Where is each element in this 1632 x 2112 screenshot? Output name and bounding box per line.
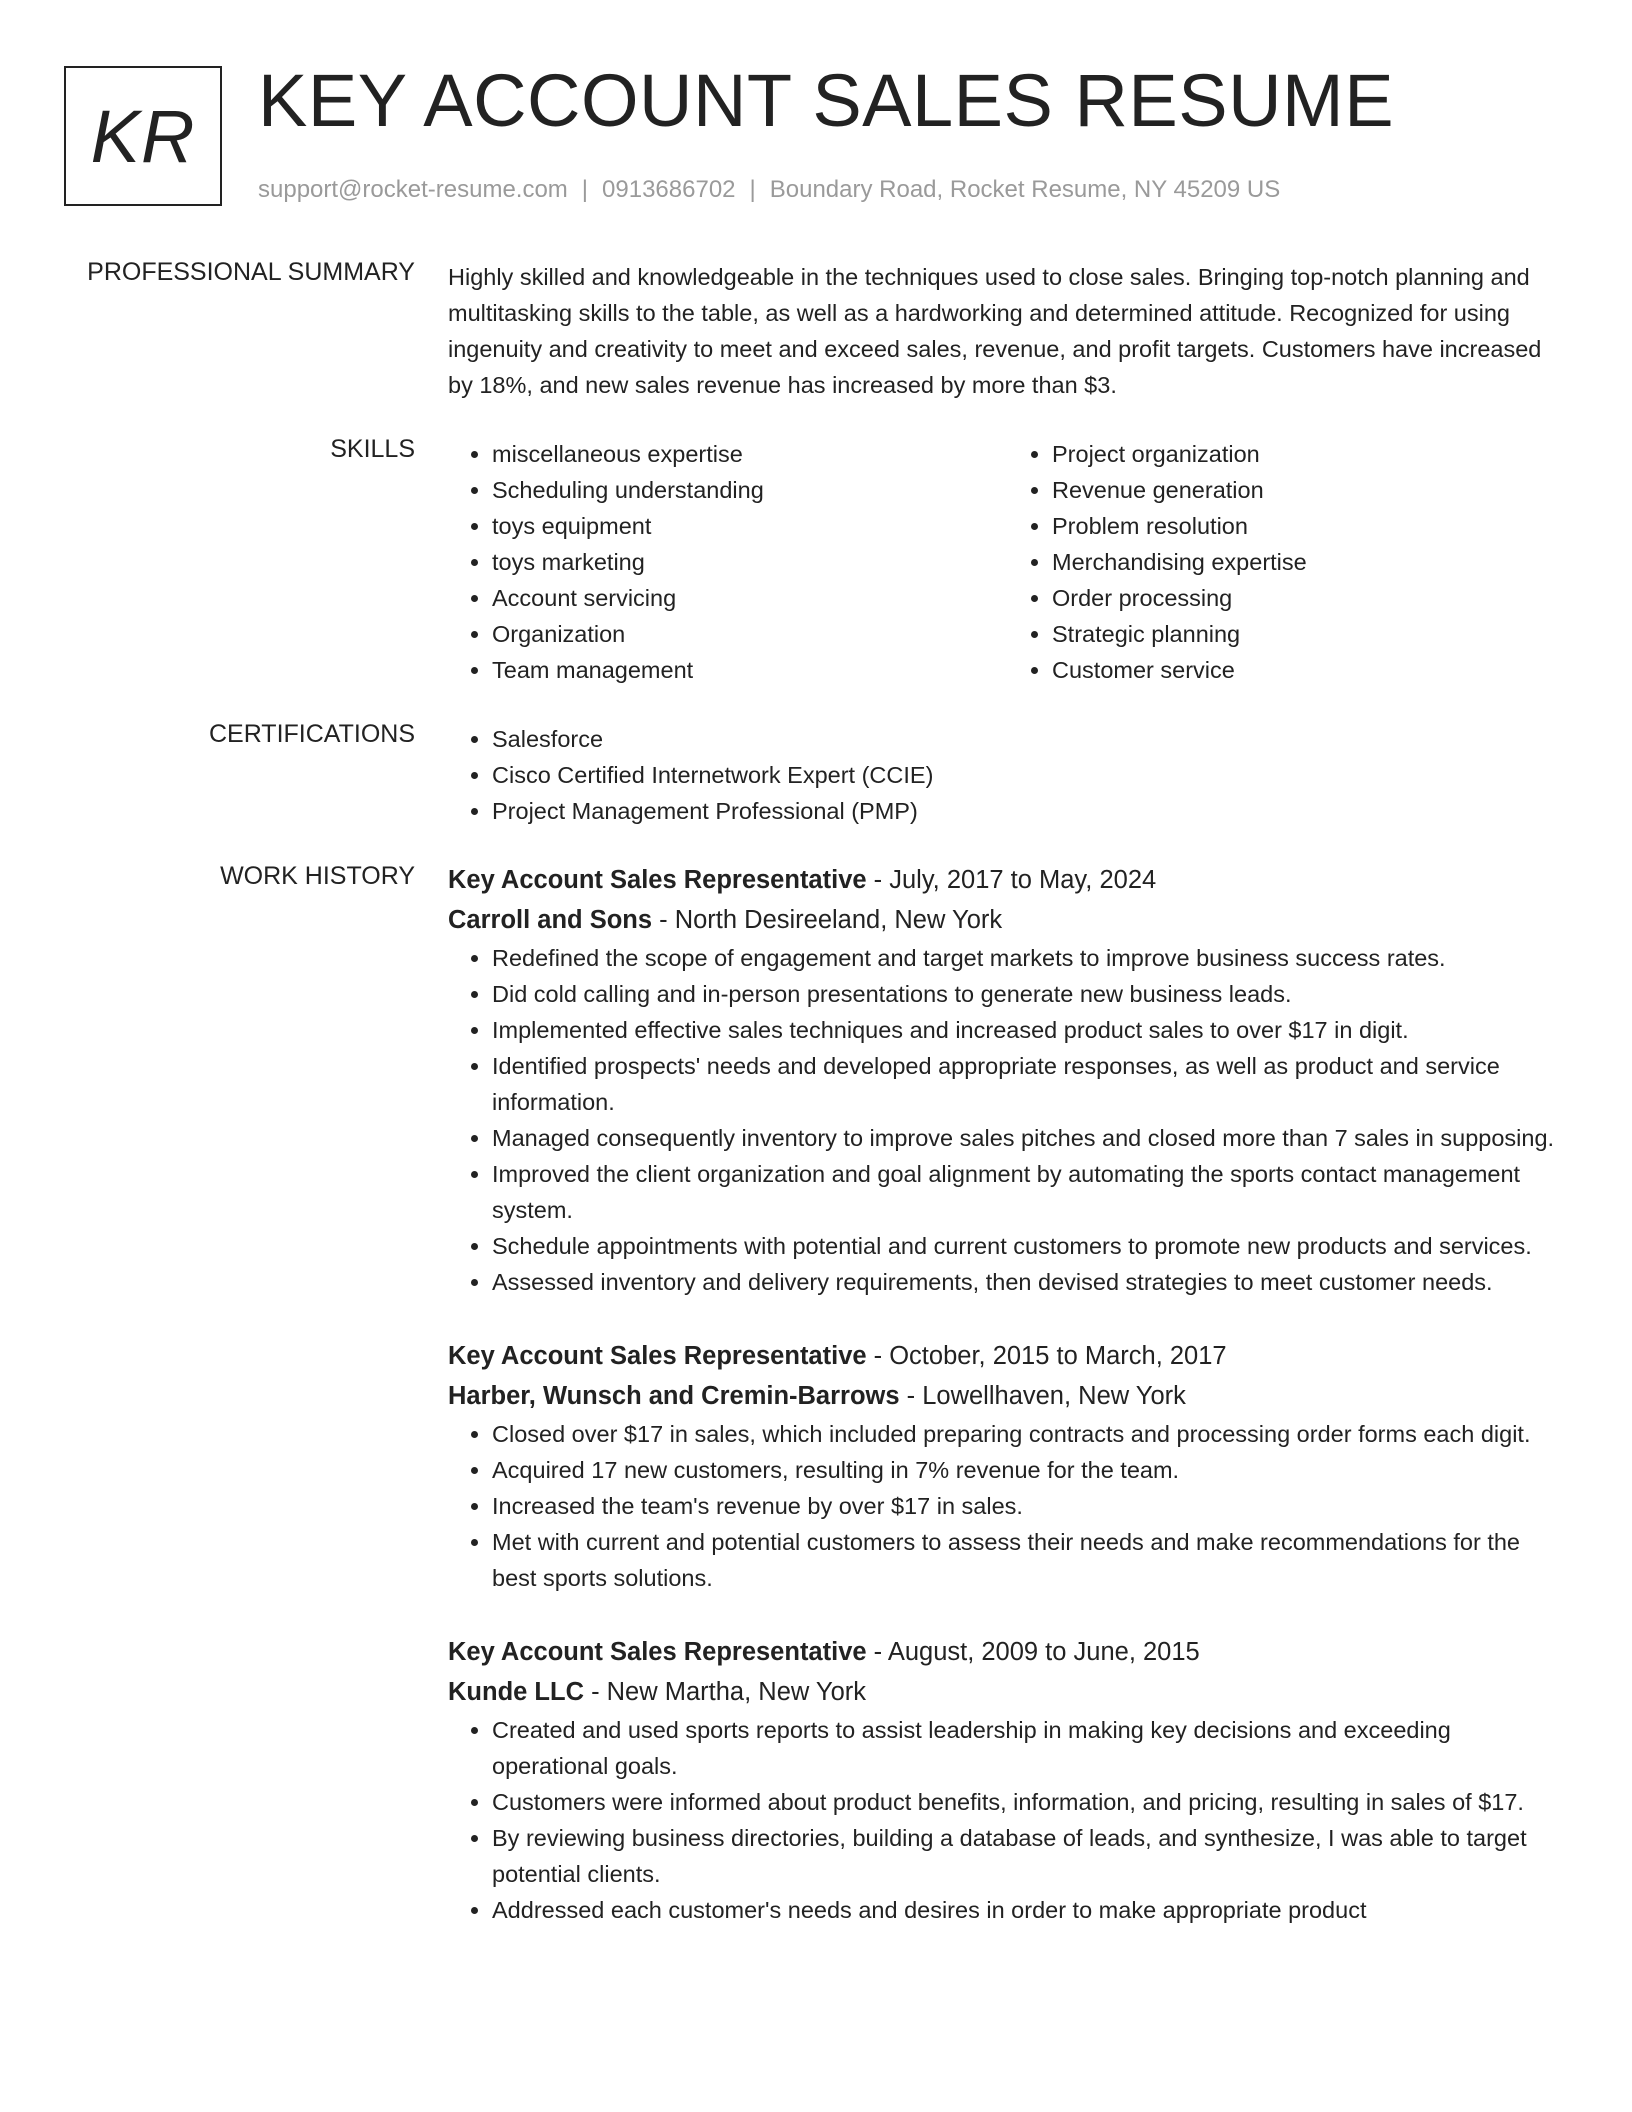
list-item: • Increased the team's revenue by over $17 in sales.: [492, 1488, 1568, 1524]
contact-phone: 0913686702: [602, 176, 736, 203]
list-item: • Redefined the scope of engagement and target markets to improve business success rates.: [492, 940, 1568, 976]
job-entry: [448, 860, 1568, 1300]
list-item: • Scheduling understanding: [492, 472, 1008, 508]
job-title-line: [448, 1632, 1568, 1672]
monogram-initials: KR: [90, 94, 196, 178]
job-company: Kunde LLC: [448, 1678, 584, 1706]
job-title: Key Account Sales Representative: [448, 1638, 867, 1666]
certifications-heading: CERTIFICATIONS: [208, 720, 415, 748]
job-title-line: [448, 860, 1568, 900]
list-item: • Closed over $17 in sales, which included preparing contracts and processing order forms each digit.: [492, 1416, 1568, 1452]
skills-columns: [448, 436, 1568, 688]
list-item: • Did cold calling and in-person presentations to generate new business leads.: [492, 976, 1568, 1012]
list-item: • toys equipment: [492, 508, 1008, 544]
job-entry: [448, 1632, 1568, 1928]
list-item: • Created and used sports reports to assist leadership in making key decisions and exceeding operational goals.: [492, 1712, 1568, 1784]
job-location: - North Desireeland, New York: [652, 906, 1003, 934]
job-company-line: [448, 1672, 1568, 1712]
contact-separator: |: [581, 176, 589, 203]
skills-heading: SKILLS: [330, 435, 415, 463]
work-history-heading: WORK HISTORY: [220, 862, 415, 890]
monogram-logo: [64, 66, 222, 206]
list-item: • Managed consequently inventory to improve sales pitches and closed more than 7 sales in supposing.: [492, 1120, 1568, 1156]
list-item: • Cisco Certified Internetwork Expert (CCIE): [492, 757, 1568, 793]
job-company: Carroll and Sons: [448, 906, 653, 934]
contact-email: support@rocket-resume.com: [258, 176, 568, 203]
contact-separator: |: [749, 176, 756, 203]
list-item: • Identified prospects' needs and developed appropriate responses, as well as product and service information.: [492, 1048, 1568, 1120]
summary-text: Highly skilled and knowledgeable in the techniques used to close sales. Bringing top-notch planning and multitasking skills to the table, as well as a hardworking and determined attitude. Recognized for using ingenuity and creativity to meet and exceed sales, revenue, and profit targets. Customers have increased by 18%, and new sales revenue has increased by more than $3.: [448, 264, 1542, 398]
list-item: • Customers were informed about product benefits, information, and pricing, resulting in sales of $17.: [492, 1784, 1568, 1820]
job-bullets: [448, 1712, 1568, 1928]
skills-body: [448, 436, 1568, 688]
list-item: • Revenue generation: [1052, 472, 1568, 508]
list-item: • miscellaneous expertise: [492, 436, 1008, 472]
list-item: • Project Management Professional (PMP): [492, 793, 1568, 829]
job-title: Key Account Sales Representative: [448, 866, 867, 894]
list-item: • Salesforce: [492, 721, 1568, 757]
list-item: • Acquired 17 new customers, resulting in 7% revenue for the team.: [492, 1452, 1568, 1488]
list-item: • Team management: [492, 652, 1008, 688]
list-item: • Assessed inventory and delivery requirements, then devised strategies to meet customer needs.: [492, 1264, 1568, 1300]
list-item: • Improved the client organization and goal alignment by automating the sports contact management system.: [492, 1156, 1568, 1228]
list-item: • Merchandising expertise: [1052, 544, 1568, 580]
list-item: • Account servicing: [492, 580, 1008, 616]
summary-body: [448, 259, 1568, 403]
list-item: • Order processing: [1052, 580, 1568, 616]
job-title: Key Account Sales Representative: [448, 1342, 867, 1370]
job-dates: - July, 2017 to May, 2024: [866, 866, 1157, 894]
list-item: • Schedule appointments with potential and current customers to promote new products and services.: [492, 1228, 1568, 1264]
job-company: Harber, Wunsch and Cremin-Barrows: [448, 1382, 900, 1410]
list-item: • By reviewing business directories, building a database of leads, and synthesize, I was able to target potential clients.: [492, 1820, 1568, 1892]
skills-list-left: [448, 436, 1008, 688]
certifications-body: [448, 721, 1568, 829]
list-item: • Customer service: [1052, 652, 1568, 688]
job-bullets: [448, 940, 1568, 1300]
job-dates: - October, 2015 to March, 2017: [866, 1342, 1227, 1370]
job-bullets: [448, 1416, 1568, 1596]
job-location: - Lowellhaven, New York: [899, 1382, 1186, 1410]
job-company-line: [448, 900, 1568, 940]
contact-line: [258, 176, 1280, 204]
certifications-list: [448, 721, 1568, 829]
job-entry: [448, 1336, 1568, 1596]
job-dates: - August, 2009 to June, 2015: [866, 1638, 1200, 1666]
contact-address: Boundary Road, Rocket Resume, NY 45209 US: [769, 176, 1281, 203]
skills-list-right: [1008, 436, 1568, 688]
summary-heading: PROFESSIONAL SUMMARY: [87, 258, 415, 286]
work-history-body: [448, 860, 1568, 1964]
list-item: • Addressed each customer's needs and desires in order to make appropriate product: [492, 1892, 1568, 1928]
list-item: • Problem resolution: [1052, 508, 1568, 544]
list-item: • Met with current and potential customers to assess their needs and make recommendations for the best sports solutions.: [492, 1524, 1568, 1596]
job-company-line: [448, 1376, 1568, 1416]
list-item: • Implemented effective sales techniques and increased product sales to over $17 in digit.: [492, 1012, 1568, 1048]
job-location: - New Martha, New York: [583, 1678, 867, 1706]
list-item: • Project organization: [1052, 436, 1568, 472]
list-item: • toys marketing: [492, 544, 1008, 580]
list-item: • Strategic planning: [1052, 616, 1568, 652]
job-title-line: [448, 1336, 1568, 1376]
resume-title: KEY ACCOUNT SALES RESUME: [258, 59, 1395, 142]
list-item: • Organization: [492, 616, 1008, 652]
